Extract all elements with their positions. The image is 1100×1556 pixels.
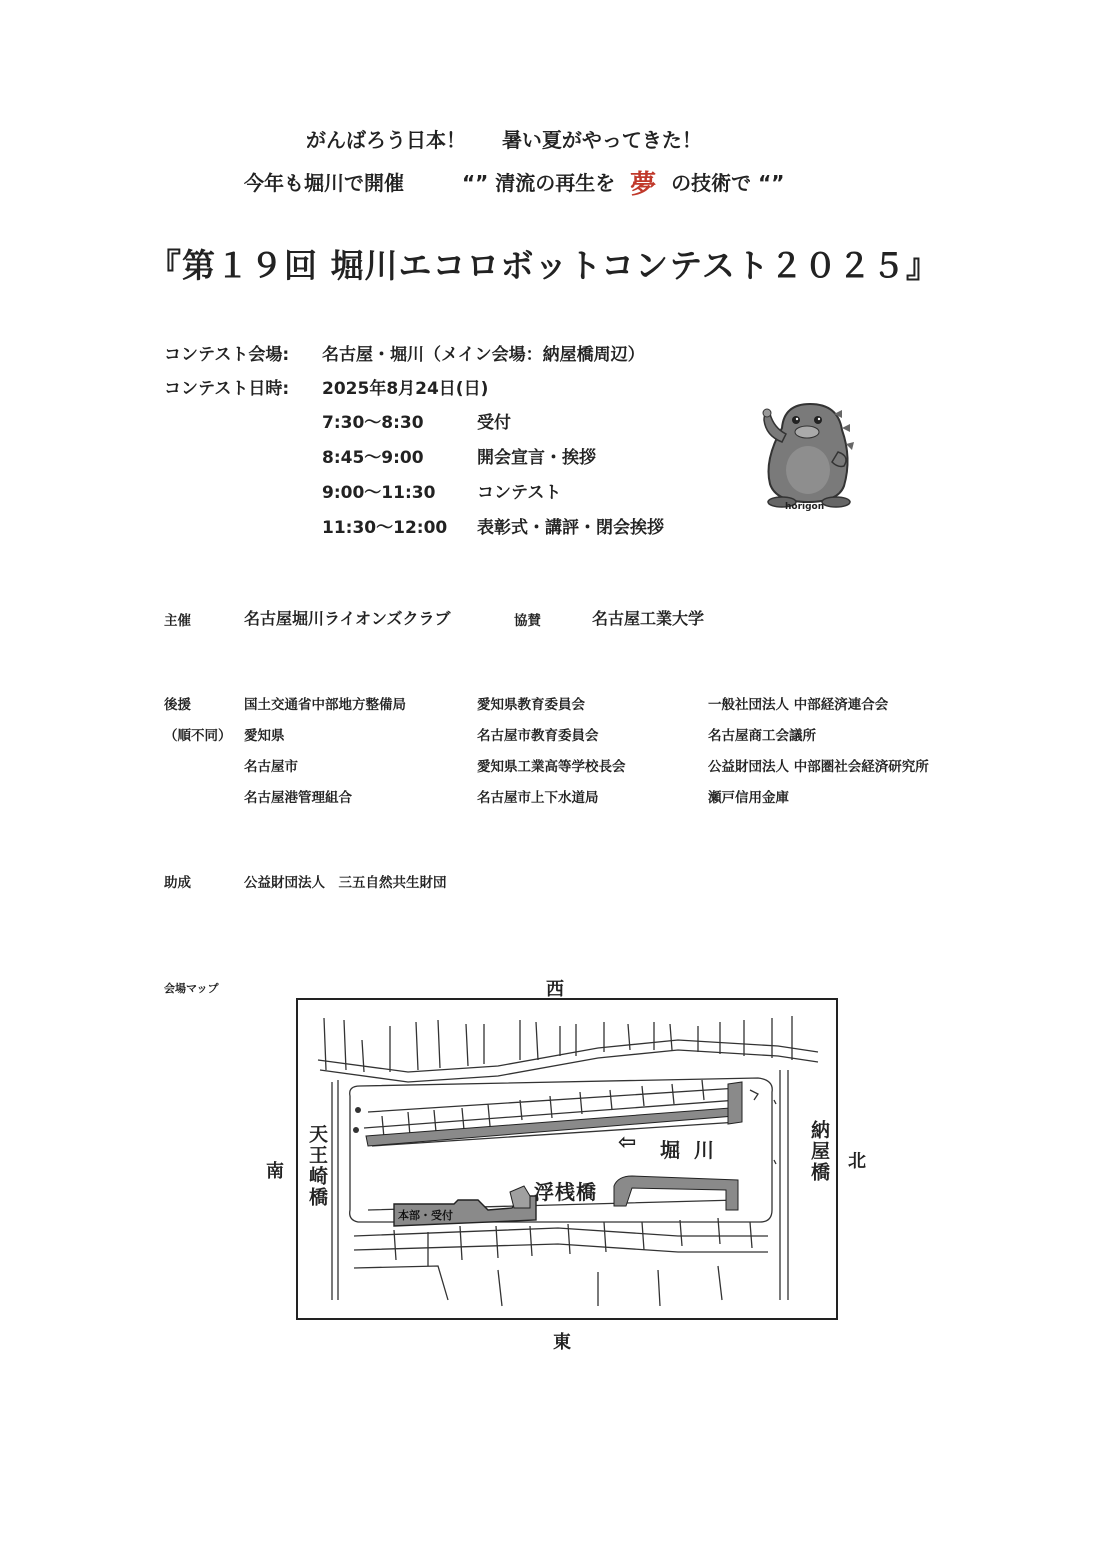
- schedule-time: 7:30～8:30: [322, 413, 424, 433]
- header-slogan-3: 今年も堀川で開催: [244, 171, 404, 195]
- mascot-illustration: [752, 398, 862, 518]
- venue-map: [296, 998, 838, 1320]
- sponsor-value: 名古屋工業大学: [592, 609, 705, 628]
- header-line-1: [306, 124, 702, 153]
- river-label: 堀川: [660, 1138, 728, 1162]
- header-line-2: [244, 164, 784, 201]
- venue-label: コンテスト会場:: [164, 345, 290, 365]
- map-east: 東: [553, 1332, 571, 1353]
- supporter-item: 瀬戸信用金庫: [708, 790, 789, 806]
- schedule-time: 8:45～9:00: [322, 448, 424, 468]
- header-slogan-1: がんばろう日本！: [306, 128, 466, 152]
- organizer-value: 名古屋堀川ライオンズクラブ: [244, 609, 451, 628]
- supporter-item: 名古屋市: [244, 759, 298, 775]
- schedule-event: 表彰式・講評・閉会挨拶: [477, 518, 664, 538]
- schedule-time: 11:30～12:00: [322, 518, 448, 538]
- supporter-item: 名古屋市教育委員会: [477, 728, 599, 744]
- map-south: 南: [266, 1161, 284, 1182]
- supporter-item: 愛知県: [244, 728, 285, 744]
- map-label: 会場マップ: [164, 982, 219, 995]
- bridge-nayabashi: 納屋橋: [808, 1120, 830, 1183]
- bridge-tennozaki: 天王崎橋: [306, 1124, 328, 1208]
- header-slogan-2: 暑い夏がやってきた！: [501, 128, 702, 152]
- river-arrow-icon: ⇦: [618, 1130, 637, 1155]
- page-title: 『第１９回 堀川エコロボットコンテスト２０２５』: [148, 246, 940, 285]
- supporters-label: 後援: [164, 697, 191, 713]
- supporter-item: 名古屋商工会議所: [708, 728, 816, 744]
- mascot-horigon: [752, 398, 862, 518]
- hq-label: 本部・受付: [398, 1209, 453, 1222]
- quote-open: “”: [461, 171, 489, 195]
- pier-label: 浮桟橋: [534, 1180, 597, 1204]
- venue-value: 名古屋・堀川（メイン会場：納屋橋周辺）: [322, 345, 645, 365]
- map-drawing: [298, 1000, 836, 1318]
- header-slogan-4: 清流の再生を: [495, 171, 616, 195]
- map-west: 西: [546, 979, 564, 1000]
- quote-close: “”: [758, 171, 785, 195]
- organizer-label: 主催: [164, 613, 191, 629]
- mascot-name: horigon: [785, 502, 825, 512]
- supporter-item: 名古屋市上下水道局: [477, 790, 599, 806]
- schedule-event: 受付: [477, 413, 511, 433]
- yume-highlight: 夢: [630, 170, 657, 200]
- supporter-item: 国土交通省中部地方整備局: [244, 697, 406, 713]
- date-value: 2025年8月24日(日): [322, 379, 489, 399]
- supporter-item: 愛知県教育委員会: [477, 697, 585, 713]
- schedule-event: コンテスト: [477, 483, 562, 503]
- supporter-item: 愛知県工業高等学校長会: [477, 759, 626, 775]
- supporters-sublabel: （順不同）: [164, 728, 232, 744]
- supporter-item: 一般社団法人 中部経済連合会: [708, 697, 889, 713]
- supporter-item: 名古屋港管理組合: [244, 790, 352, 806]
- supporter-item: 公益財団法人 中部圏社会経済研究所: [708, 759, 929, 775]
- schedule-event: 開会宣言・挨拶: [477, 448, 596, 468]
- schedule-time: 9:00～11:30: [322, 483, 436, 503]
- date-label: コンテスト日時:: [164, 379, 290, 399]
- grant-value: 公益財団法人 三五自然共生財団: [244, 875, 447, 891]
- grant-label: 助成: [164, 875, 191, 891]
- map-north: 北: [848, 1151, 866, 1172]
- sponsor-label: 協賛: [514, 613, 541, 629]
- header-slogan-5: の技術で: [671, 171, 752, 195]
